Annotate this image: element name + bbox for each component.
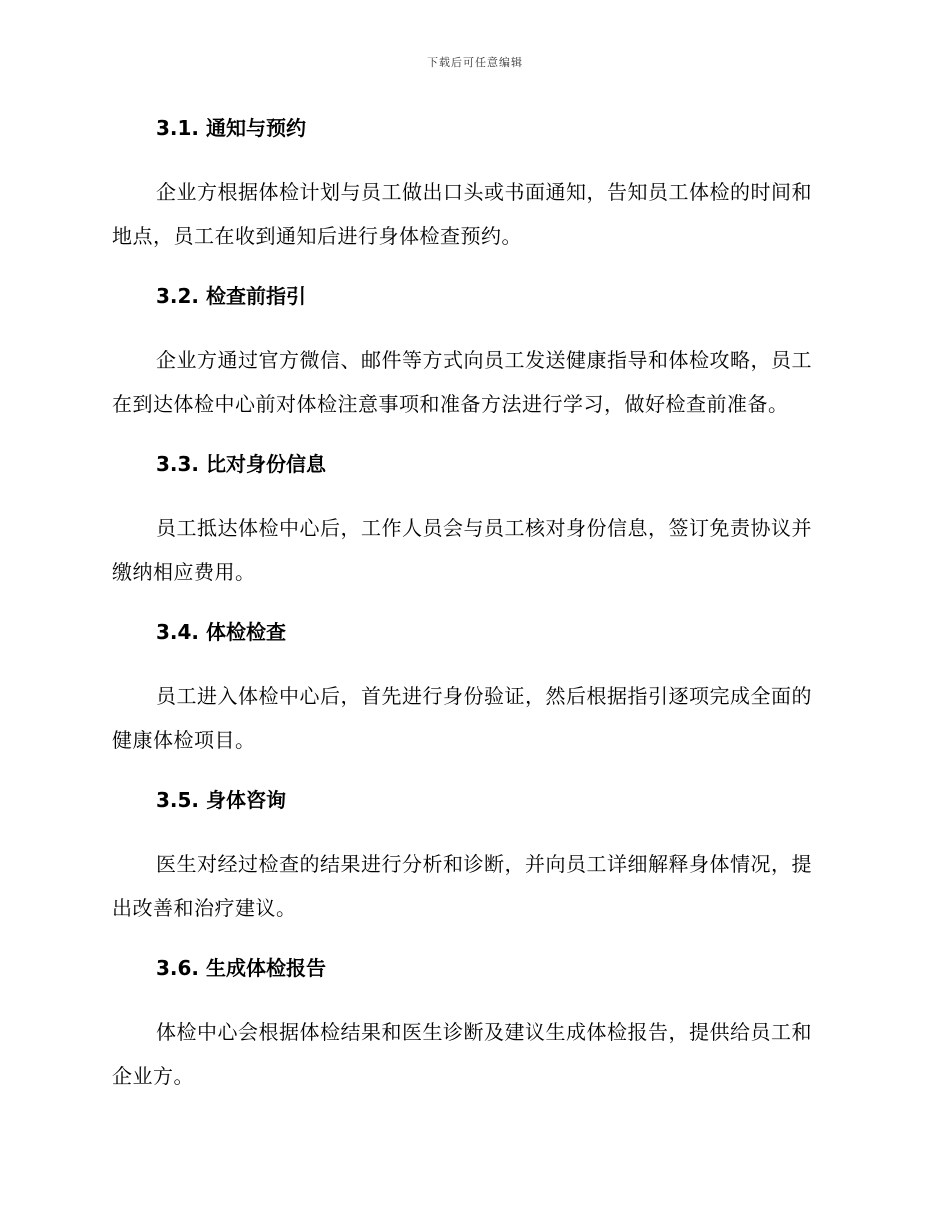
- section-paragraph: 员工抵达体检中心后，工作人员会与员工核对身份信息，签订免责协议并缴纳相应费用。: [112, 516, 812, 584]
- section-3-3: [112, 448, 832, 594]
- section-heading: 3.2. 检查前指引: [156, 284, 306, 308]
- section-paragraph: 员工进入体检中心后，首先进行身份验证，然后根据指引逐项完成全面的健康体检项目。: [112, 684, 812, 752]
- section-paragraph: 企业方根据体检计划与员工做出口头或书面通知，告知员工体检的时间和地点，员工在收到通知后进行身体检查预约。: [112, 180, 812, 248]
- section-heading: 3.5. 身体咨询: [156, 788, 286, 812]
- section-3-2: [112, 280, 832, 426]
- section-heading: 3.3. 比对身份信息: [156, 452, 326, 476]
- section-heading: 3.1. 通知与预约: [156, 116, 306, 140]
- section-paragraph: 企业方通过官方微信、邮件等方式向员工发送健康指导和体检攻略，员工在到达体检中心前对体检注意事项和准备方法进行学习，做好检查前准备。: [112, 348, 812, 416]
- document-content: [112, 112, 832, 1120]
- section-heading: 3.4. 体检检查: [156, 620, 286, 644]
- section-3-4: [112, 616, 832, 762]
- section-paragraph: 体检中心会根据体检结果和医生诊断及建议生成体检报告，提供给员工和企业方。: [112, 1020, 812, 1088]
- section-heading: 3.6. 生成体检报告: [156, 956, 326, 980]
- section-3-5: [112, 784, 832, 930]
- page-header-note: 下载后可任意编辑: [427, 56, 523, 69]
- section-3-1: [112, 112, 832, 258]
- section-paragraph: 医生对经过检查的结果进行分析和诊断，并向员工详细解释身体情况，提出改善和治疗建议。: [112, 852, 812, 920]
- section-3-6: [112, 952, 832, 1098]
